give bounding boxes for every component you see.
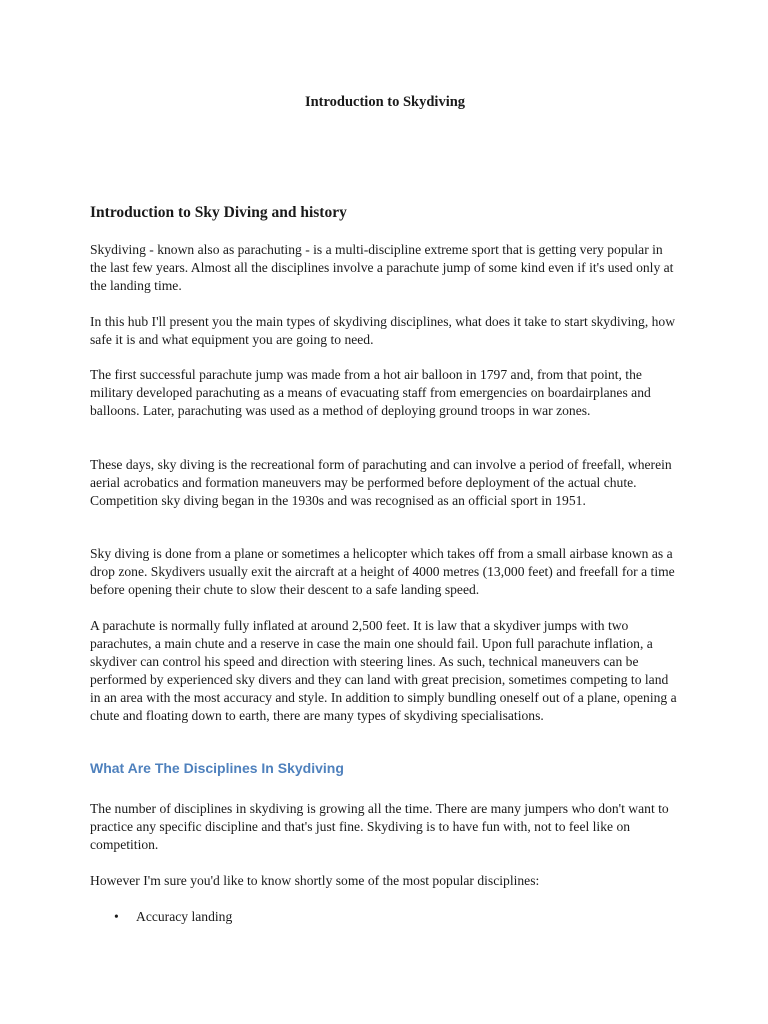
paragraph-intro: Skydiving - known also as parachuting - is a multi-discipline extreme sport that is getting very popular in the last few years. Almost all the disciplines involve a parachute jump of some kind even if it's used only at the landing time. [90, 242, 674, 293]
list-item [90, 908, 232, 926]
paragraph-drop-zone: Sky diving is done from a plane or sometimes a helicopter which takes off from a small airbase known as a drop zone. Skydivers usually exit the aircraft at a height of 4000 metres (13,000 feet) and freefall for a time before opening their chute to slow their descent to a safe landing speed. [90, 546, 675, 597]
paragraph-hub-overview: In this hub I'll present you the main types of skydiving disciplines, what does it take to start skydiving, how safe it is and what equipment you are going to need. [90, 314, 676, 347]
paragraph-history: The first successful parachute jump was made from a hot air balloon in 1797 and, from that point, the military developed parachuting as a means of evacuating staff from emergencies on boardairplanes and balloons. Later, parachuting was used as a method of deploying ground troops in war zones. [90, 367, 651, 418]
list-item-label: Accuracy landing [136, 909, 233, 924]
disciplines-list [90, 908, 232, 926]
bullet-icon: • [114, 909, 119, 924]
paragraph-disciplines-lead: However I'm sure you'd like to know shortly some of the most popular disciplines: [90, 873, 540, 888]
section-heading-history: Introduction to Sky Diving and history [90, 204, 347, 221]
disciplines-heading: What Are The Disciplines In Skydiving [90, 760, 344, 776]
document-title: Introduction to Skydiving [304, 94, 466, 110]
paragraph-recreational: These days, sky diving is the recreational form of parachuting and can involve a period of freefall, wherein aerial acrobatics and formation maneuvers may be performed before deployment of the actual chute. Competition sky diving began in the 1930s and was recognised as an official sport in 1951. [90, 457, 672, 508]
paragraph-parachute: A parachute is normally fully inflated at around 2,500 feet. It is law that a skydiver jumps with two parachutes, a main chute and a reserve in case the main one should fail. Upon full parachute inflation, a skydiver can control his speed and direction with steering lines. As such, technical maneuvers can be performed by experienced sky divers and they can land with great precision, sometimes competing to land in an area with the most accuracy and style. In addition to simply bundling oneself out of a plane, opening a chute and floating down to earth, there are many types of skydiving specialisations. [90, 618, 677, 723]
paragraph-disciplines-intro: The number of disciplines in skydiving is growing all the time. There are many jumpers who don't want to practice any specific discipline and that's just fine. Skydiving is to have fun with, not to feel like on competition. [90, 801, 669, 852]
